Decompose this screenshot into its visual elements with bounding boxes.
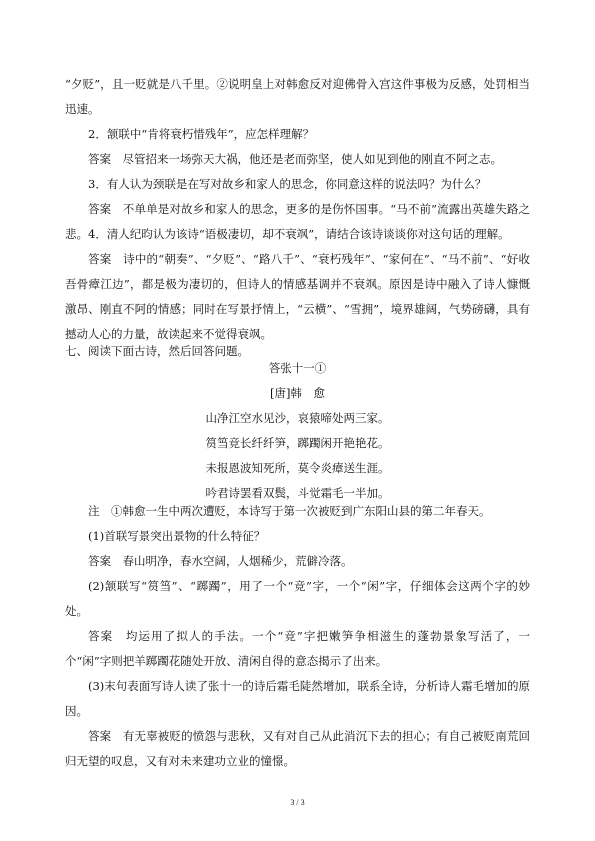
poem-question-1: (1)首联写景突出景物的什么特征？ <box>88 529 266 543</box>
paragraph-explanation-end: “夕贬”，且一贬就是八千里。②说明皇上对韩愈反对迎佛骨入宫这件事极为反感，处罚相当迅速。 <box>65 77 530 116</box>
poem-title: 答张十一① <box>268 361 327 375</box>
answer-4: 答案 诗中的“朝奏”、“夕贬”、“路八千”、“衰朽残年”、“家何在”、“马不前”、“好收吾骨瘴江边”，都是极为凄切的，但诗人的情感基调并不衰飒。原因是诗中融入了诗人慷慨激昂、刚直不阿的情感；同时在写景抒情上，“云横”、“雪拥”，境界雄阔，气势磅礴，具有撼动人心的力量，故读起来不觉得衰飒。 <box>65 252 530 341</box>
page-number: 3 / 3 <box>290 798 305 807</box>
poem-line-3: 未报恩波知死所，莫令炎瘴送生涯。 <box>205 461 390 475</box>
answer-3: 答案 不单单是对故乡和家人的思念，更多的是伤怀国事。“马不前”流露出英雄失路之悲。 <box>65 202 530 241</box>
question-2: 2．颔联中“肯将衰朽惜残年”，应怎样理解？ <box>88 127 315 141</box>
poem-question-2: (2)颔联写“筼筜”、“踯躅”，用了一个“竞”字，一个“闲”字，仔细体会这两个字的妙处。 <box>65 579 530 618</box>
poem-author: [唐]韩 愈 <box>270 386 325 400</box>
poem-line-1: 山净江空水见沙，哀猿啼处两三家。 <box>205 411 390 425</box>
poem-line-4: 吟君诗罢看双鬓，斗觉霜毛一半加。 <box>205 486 390 500</box>
question-4: 4．清人纪昀认为该诗“语极凄切，却不衰飒”，请结合该诗谈谈你对这句话的理解。 <box>88 227 510 241</box>
poem-note: 注 ①韩愈一生中两次遭贬，本诗写于第一次被贬到广东阳山县的第二年春天。 <box>88 504 491 518</box>
section-7-heading: 七、阅读下面古诗，然后回答问题。 <box>65 344 249 358</box>
poem-line-2: 筼筜竞长纤纤笋，踯躅闲开艳艳花。 <box>205 436 390 450</box>
poem-answer-2: 答案 均运用了拟人的手法。一个“竞”字把嫩笋争相滋生的蓬勃景象写活了，一个“闲”字则把羊踯躅花随处开放、清闲自得的意态揭示了出来。 <box>65 629 530 668</box>
poem-answer-3: 答案 有无辜被贬的愤怨与悲秋，又有对自己从此消沉下去的担心；有自己被贬南荒回归无望的叹息，又有对未来建功立业的憧憬。 <box>65 729 530 768</box>
poem-question-3: (3)末句表面写诗人读了张十一的诗后霜毛陡然增加，联系全诗，分析诗人霜毛增加的原因。 <box>65 679 530 718</box>
question-3: 3．有人认为颈联是在写对故乡和家人的思念，你同意这样的说法吗？为什么？ <box>88 177 487 191</box>
poem-answer-1: 答案 春山明净，春水空阔，人烟稀少，荒僻冷落。 <box>88 554 353 568</box>
answer-2: 答案 尽管招来一场弥天大祸，他还是老而弥坚，使人如见到他的刚直不阿之志。 <box>88 152 502 166</box>
